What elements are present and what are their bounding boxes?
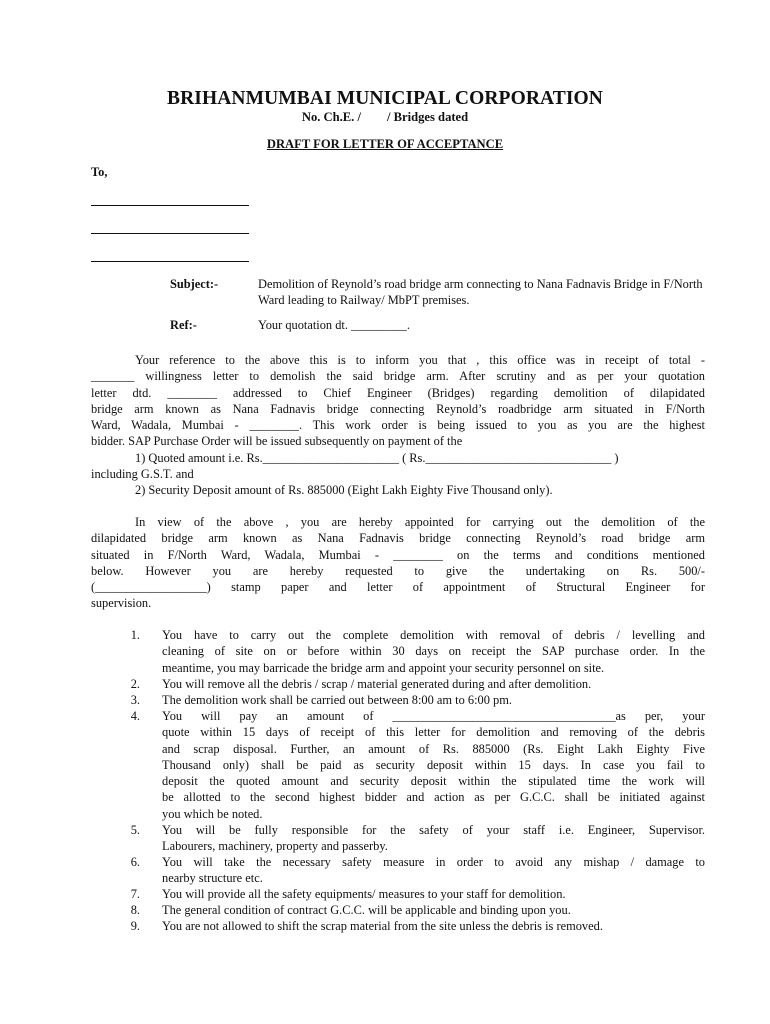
ref-text: Your quotation dt. _________. — [258, 318, 410, 332]
para1-line: bridge arm known as Nana Fadnavis bridge connecting Reynold’s roadbridge arm situated in F/North — [91, 401, 705, 416]
list-item-number: 2. — [130, 677, 140, 691]
para1-line: Your reference to the above this is to inform you that , this office was in receipt of total - — [135, 353, 705, 367]
list-item-number: 5. — [130, 823, 140, 837]
para2-line: dilapidated bridge arm known as Nana Fadnavis bridge connecting Reynold’s road bridge arm — [91, 531, 705, 546]
list-item — [162, 676, 705, 692]
draft-heading: DRAFT FOR LETTER OF ACCEPTANCE — [266, 137, 504, 151]
list-item-line: be allotted to the second highest bidder and action as per G.C.C. shall be initiated against — [162, 790, 705, 805]
address-blank-line-3 — [91, 261, 249, 262]
list-item-line: quote within 15 days of receipt of this letter for demolition and removing of the debris — [162, 725, 705, 740]
reference-number — [0, 109, 770, 125]
list-item-line: Labourers, machinery, property and passerby. — [162, 839, 388, 854]
para2-line: below. However you are hereby requested to give the undertaking on Rs. 500/- — [91, 563, 705, 578]
list-item — [162, 918, 705, 934]
list-item-line: The demolition work shall be carried out between 8:00 am to 6:00 pm. — [162, 693, 512, 707]
list-item-line: meantime, you may barricade the bridge arm and appoint your security personnel on site. — [162, 660, 605, 675]
payment-item-1: 1) Quoted amount i.e. Rs.______________________ ( Rs.______________________________ ) — [135, 450, 619, 465]
list-item-number: 4. — [130, 709, 140, 723]
paragraph-2 — [91, 514, 705, 612]
list-item-line: deposit the quoted amount and security deposit within the stipulated time the work will — [162, 774, 705, 789]
to-label: To, — [91, 165, 108, 179]
address-blank-line-2 — [91, 233, 249, 234]
list-item-line: cleaning of site on or before within 30 days on receipt the SAP purchase order. In the — [162, 644, 705, 659]
subject-label: Subject:- — [170, 277, 219, 291]
list-item-line: You will be fully responsible for the safety of your staff i.e. Engineer, Supervisor. — [162, 823, 705, 837]
list-item-line: You will pay an amount of ____________________________________as per, your — [162, 709, 705, 723]
list-item-line: and scrap disposal. Further, an amount of Rs. 885000 (Rs. Eight Lakh Eighty Five — [162, 741, 705, 756]
para2-line: (__________________) stamp paper and letter of appointment of Structural Engineer for — [91, 580, 705, 595]
list-item-line: You will take the necessary safety measure in order to avoid any mishap / damage to — [162, 855, 705, 869]
list-item — [162, 854, 705, 887]
list-item-line: You have to carry out the complete demolition with removal of debris / levelling and — [162, 628, 705, 642]
ref-no-right: / Bridges dated — [386, 110, 469, 124]
list-item — [162, 902, 705, 918]
list-item-line: you which be noted. — [162, 806, 263, 821]
list-item — [162, 708, 705, 822]
payment-item-2: 2) Security Deposit amount of Rs. 885000 (Eight Lakh Eighty Five Thousand only). — [135, 483, 553, 498]
para1-line: letter dtd. ________ addressed to Chief Engineer (Bridges) regarding demolition of dilapidated — [91, 385, 705, 400]
para2-line: supervision. — [91, 596, 152, 611]
paragraph-1 — [91, 352, 705, 499]
list-item-line: nearby structure etc. — [162, 871, 263, 886]
para1-line: bidder. SAP Purchase Order will be issued subsequently on payment of the — [91, 434, 463, 449]
list-item-number: 8. — [130, 903, 140, 917]
list-item-number: 1. — [130, 628, 140, 642]
list-item-line: You will remove all the debris / scrap / material generated during and after demolition. — [162, 677, 592, 691]
address-blank-line-1 — [91, 205, 249, 206]
list-item-line: Thousand only) shall be paid as security deposit within 15 days. In case you fail to — [162, 757, 705, 772]
para2-line: situated in F/North Ward, Wadala, Mumbai - ________ on the terms and conditions mentioned — [91, 547, 705, 562]
page-title: BRIHANMUMBAI MUNICIPAL CORPORATION — [166, 88, 603, 109]
list-item-line: You are not allowed to shift the scrap material from the site unless the debris is removed. — [162, 919, 603, 933]
list-item — [162, 822, 705, 855]
ref-no-left: No. Ch.E. / — [301, 110, 361, 124]
subject-text: Demolition of Reynold’s road bridge arm connecting to Nana Fadnavis Bridge in F/North Ward leading to Railway/ MbPT premises. — [258, 277, 703, 308]
para2-line: In view of the above , you are hereby appointed for carrying out the demolition of the — [135, 515, 705, 529]
list-item-number: 3. — [130, 693, 140, 707]
para1-line: Ward, Wadala, Mumbai - ________. This work order is being issued to you as you are the highest — [91, 418, 705, 433]
list-item-line: You will provide all the safety equipments/ measures to your staff for demolition. — [162, 887, 566, 901]
list-item-line: The general condition of contract G.C.C. will be applicable and binding upon you. — [162, 903, 571, 917]
list-item — [162, 627, 705, 676]
list-item — [162, 692, 705, 708]
payment-item-1-cont: including G.S.T. and — [91, 467, 194, 482]
list-item-number: 6. — [130, 855, 140, 869]
ref-label: Ref:- — [170, 318, 197, 332]
para1-line: _______ willingness letter to demolish the said bridge arm. After scrutiny and as per your quotation — [91, 369, 705, 384]
list-item-number: 9. — [130, 919, 140, 933]
list-item-number: 7. — [130, 887, 140, 901]
list-item — [162, 886, 705, 902]
